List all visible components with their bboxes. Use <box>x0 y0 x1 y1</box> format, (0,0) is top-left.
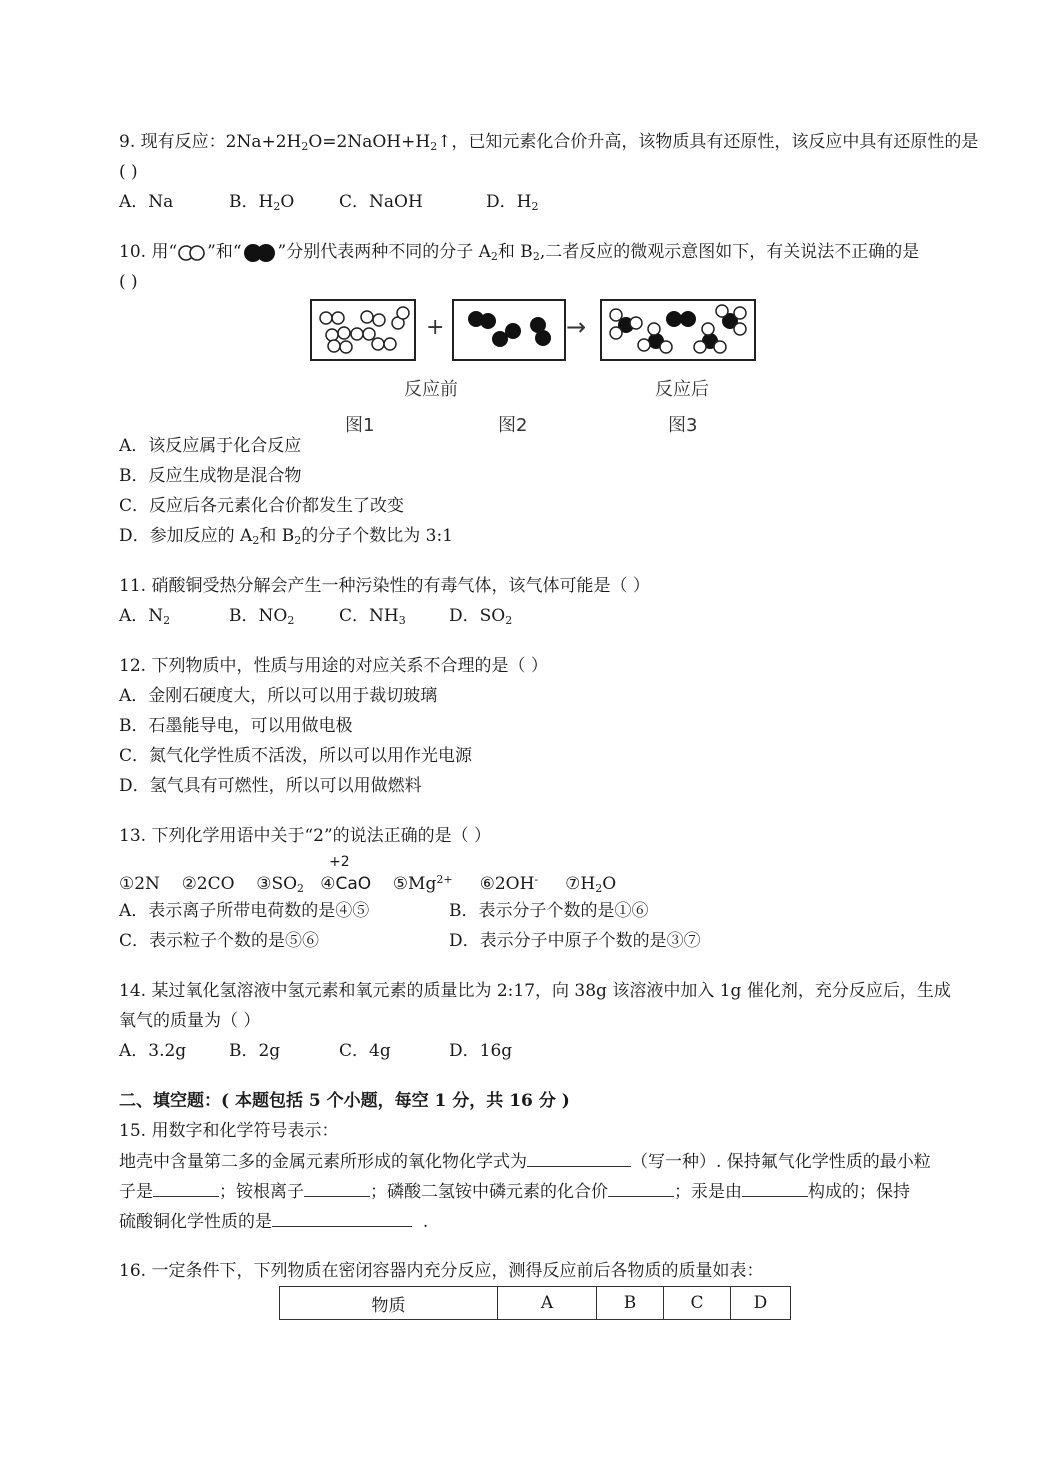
label-before-reaction: 反应前 <box>404 379 458 400</box>
q12-option-b: B．石墨能导电，可以用做电极 <box>119 716 353 736</box>
valence-label: +2 <box>329 854 350 870</box>
q10-answer-paren: ( ) <box>119 272 138 292</box>
q15-line3: 硫酸铜化学性质的是 . <box>119 1212 429 1232</box>
q12-option-d: D．氢气具有可燃性，所以可以用做燃料 <box>119 776 422 796</box>
q10-option-a: A．该反应属于化合反应 <box>119 436 302 456</box>
table-header-cell: B <box>597 1287 664 1320</box>
q9-answer-paren: ( ) <box>119 162 138 182</box>
q10-option-b: B．反应生成物是混合物 <box>119 466 302 486</box>
table-header-row <box>280 1287 791 1320</box>
q10-option-c: C．反应后各元素化合价都发生了改变 <box>119 496 405 516</box>
q15-line2: 子是 ；铵根离子 ；磷酸二氢铵中磷元素的化合价 ；汞是由 构成的；保持 <box>119 1182 910 1202</box>
q13-stem: 13. 下列化学用语中关于“2”的说法正确的是（ ） <box>119 826 492 846</box>
q14-stem-line2: 氧气的质量为（ ） <box>119 1011 261 1031</box>
q11-option-a: A．$N_2$ <box>119 606 171 627</box>
q10-stem: 10. 用“ ”和“ ”分别代表两种不同的分子 $A_2$和 $B_2$,二者反应的微观示意图如下，有关说法不正确的是 <box>119 242 920 263</box>
figure-1-label: 图1 <box>345 415 375 436</box>
q9-option-b: B．$H_2O$ <box>229 192 295 213</box>
q11-option-b: B．$NO_2$ <box>229 606 295 627</box>
q13-items: ①2N ②2CO $③SO_2$ ④CaO $⑤Mg^{2+}$ ⑥2OH- $⑦H_2O$ <box>119 873 617 895</box>
q16-stem: 16. 一定条件下，下列物质在密闭容器内充分反应，测得反应前后各物质的质量如表： <box>119 1261 764 1281</box>
figure-1-before-box <box>310 299 416 361</box>
black-molecule-icon <box>242 243 278 263</box>
q12-stem: 12. 下列物质中，性质与用途的对应关系不合理的是（ ） <box>119 656 548 676</box>
q11-option-d: D．$SO_2$ <box>449 606 513 627</box>
q14-option-a: A．3.2g <box>119 1041 187 1061</box>
q9-option-c: C．NaOH <box>339 192 423 212</box>
table-header-cell: C <box>664 1287 731 1320</box>
q14-option-d: D．16g <box>449 1041 513 1061</box>
q12-option-a: A．金刚石硬度大，所以可以用于裁切玻璃 <box>119 686 438 706</box>
section-2-title: 二、填空题：( 本题包括 5 个小题，每空 1 分，共 16 分 ) <box>119 1091 570 1111</box>
q13-option-c: C．表示粒子个数的是⑤⑥ <box>119 931 320 951</box>
white-molecules-diagram <box>312 301 414 359</box>
q9-option-a: A．Na <box>119 192 174 212</box>
q13-option-b: B．表示分子个数的是①⑥ <box>449 901 649 921</box>
blank-oxide-formula[interactable] <box>527 1150 631 1167</box>
reaction-arrow: → <box>566 313 587 341</box>
q13-option-d: D．表示分子中原子个数的是③⑦ <box>449 931 701 951</box>
blank-phosphorus-valence[interactable] <box>608 1180 674 1197</box>
figure-2-label: 图2 <box>498 415 528 436</box>
black-molecules-diagram <box>454 301 564 359</box>
mass-table <box>279 1286 791 1320</box>
table-header-cell: D <box>731 1287 791 1320</box>
q15-line1: 地壳中含量第二多的金属元素所形成的氧化物化学式为 （写一种）. 保持氟气化学性质的最小粒 <box>119 1152 931 1172</box>
blank-fluorine-particle[interactable] <box>153 1180 219 1197</box>
label-after-reaction: 反应后 <box>655 379 709 400</box>
q9-option-d: D．$H_2$ <box>486 192 539 213</box>
q11-stem: 11. 硝酸铜受热分解会产生一种污染性的有毒气体，该气体可能是（ ） <box>119 576 650 596</box>
q15-stem: 15. 用数字和化学符号表示： <box>119 1121 339 1141</box>
white-molecule-icon <box>177 244 207 262</box>
plus-sign: + <box>426 315 445 340</box>
figure-3-after-box <box>600 299 756 361</box>
q14-stem-line1: 14. 某过氧化氢溶液中氢元素和氧元素的质量比为 2:17，向 38g 该溶液中加入 1g 催化剂，充分反应后，生成 <box>119 981 951 1001</box>
q12-option-c: C．氮气化学性质不活泼，所以可以用作光电源 <box>119 746 473 766</box>
q14-option-b: B．2g <box>229 1041 281 1061</box>
table-header-cell: A <box>498 1287 597 1320</box>
blank-ammonium-ion[interactable] <box>304 1180 370 1197</box>
q11-option-c: C．$NH_3$ <box>339 606 406 627</box>
q13-option-a: A．表示离子所带电荷数的是④⑤ <box>119 901 370 921</box>
table-header-cell: 物质 <box>280 1287 498 1320</box>
q10-option-d: D．参加反应的 $A_2$和 $B_2$的分子个数比为 3:1 <box>119 526 453 547</box>
product-molecules-diagram <box>602 301 754 359</box>
blank-copper-sulfate[interactable] <box>272 1210 412 1227</box>
q14-option-c: C．4g <box>339 1041 391 1061</box>
q9-stem: 9. 现有反应：$2Na+2H_2O=2NaOH+H_2↑$，已知元素化合价升高，该物质具有还原性，该反应中具有还原性的是 <box>119 132 979 153</box>
blank-mercury-composition[interactable] <box>742 1180 808 1197</box>
figure-2-box <box>452 299 566 361</box>
figure-3-label: 图3 <box>668 415 698 436</box>
